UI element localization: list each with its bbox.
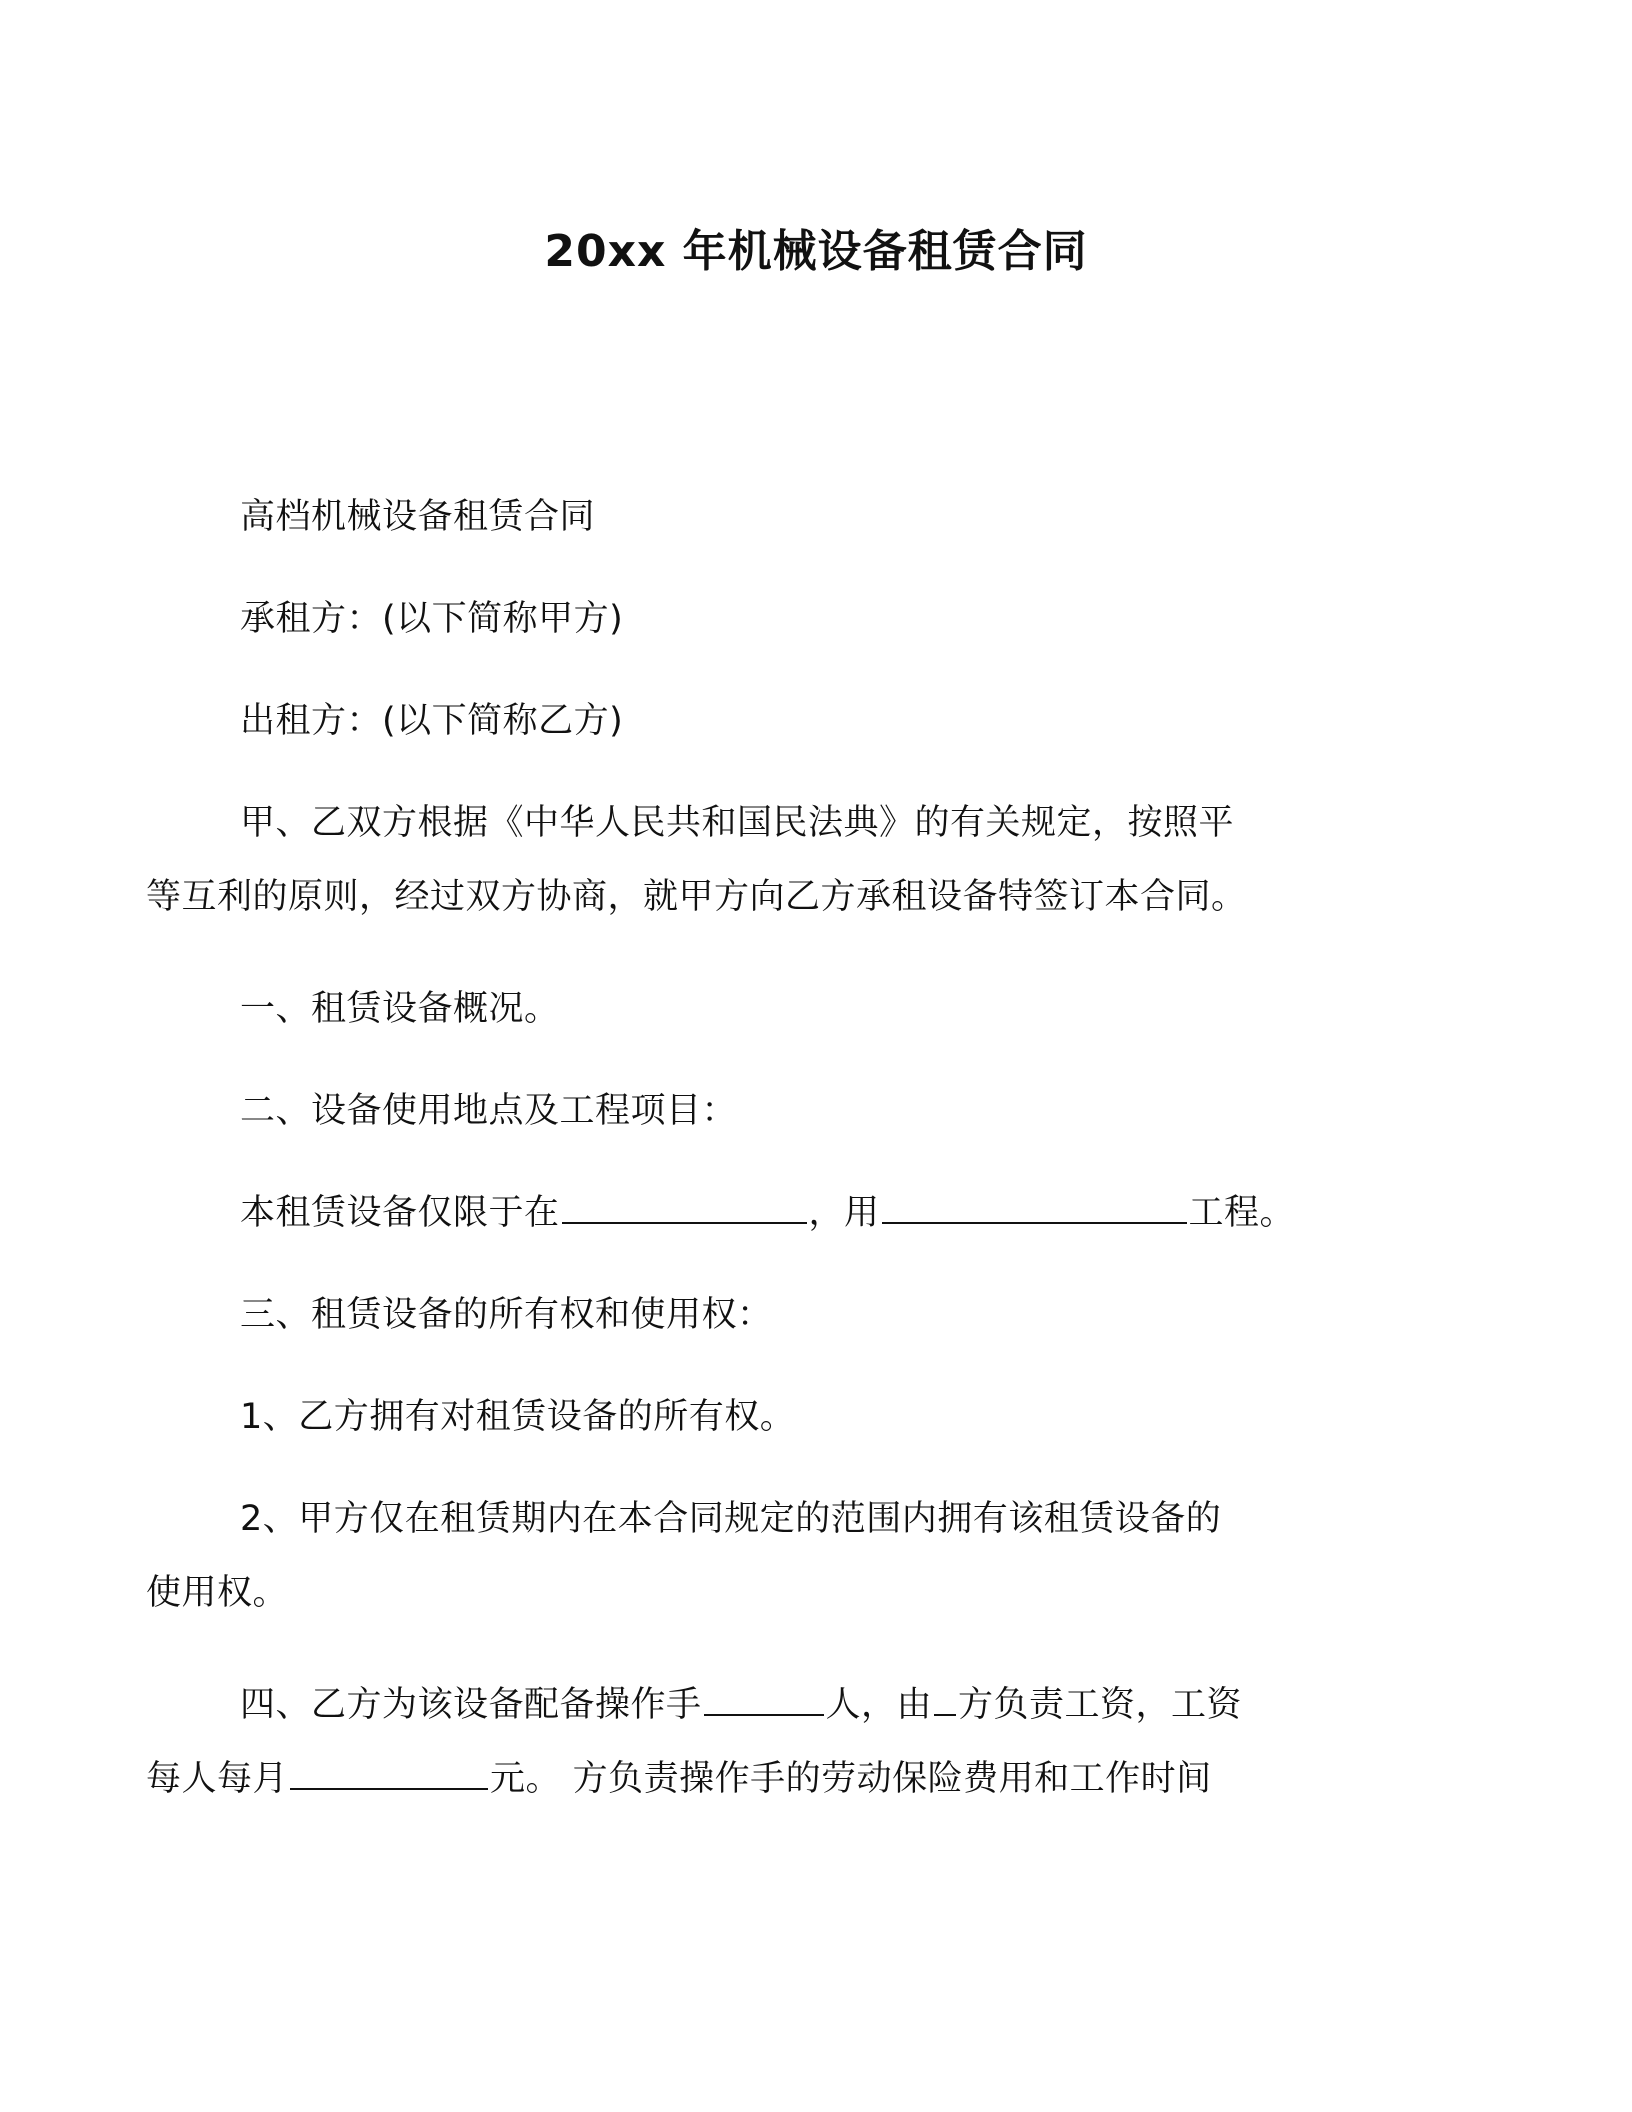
section-4-line-2-part-2: 元。 方负责操作手的劳动保险费用和工作时间: [490, 1759, 1212, 1799]
item-2-line-1: 2、甲方仅在租赁期内在本合同规定的范围内拥有该租赁设备的: [240, 1499, 1222, 1539]
item-2: [146, 1482, 1390, 1630]
section-1-text: 一、租赁设备概况。: [240, 989, 560, 1029]
location-part-2: ，用: [808, 1193, 880, 1233]
intro-paragraph: [146, 786, 1390, 934]
operator-count-blank[interactable]: [704, 1686, 824, 1716]
section-1-heading: [240, 972, 1390, 1046]
project-blank[interactable]: [882, 1194, 1187, 1224]
section-4-part-3: 方负责工资，工资: [958, 1685, 1243, 1725]
item-1-text: 1、乙方拥有对租赁设备的所有权。: [240, 1397, 796, 1437]
location-line: [240, 1176, 1390, 1250]
intro-line-1: 甲、乙双方根据《中华人民共和国民法典》的有关规定，按照平: [240, 803, 1235, 843]
section-2-heading: [240, 1074, 1390, 1148]
location-part-3: 工程。: [1188, 1193, 1296, 1233]
section-4: [146, 1668, 1390, 1816]
contract-subtitle: [240, 480, 1390, 554]
section-4-part-2: 人，由: [825, 1685, 933, 1725]
item-1: [240, 1380, 1390, 1454]
lessee-text: 承租方：(以下简称甲方): [240, 599, 624, 639]
item-2-line-2: 使用权。: [146, 1573, 289, 1613]
section-3-text: 三、租赁设备的所有权和使用权：: [240, 1295, 773, 1335]
section-4-line-2-part-1: 每人每月: [146, 1759, 289, 1799]
section-3-heading: [240, 1278, 1390, 1352]
section-4-line-2: [146, 1742, 1390, 1816]
party-blank[interactable]: [934, 1686, 956, 1716]
section-2-text: 二、设备使用地点及工程项目：: [240, 1091, 738, 1131]
intro-line-2: 等互利的原则，经过双方协商，就甲方向乙方承租设备特签订本合同。: [146, 877, 1247, 917]
document-title: 20xx 年机械设备租赁合同: [544, 226, 1088, 277]
lessor-text: 出租方：(以下简称乙方): [240, 701, 624, 741]
lessor-line: [240, 684, 1390, 758]
lessee-line: [240, 582, 1390, 656]
location-blank[interactable]: [562, 1194, 807, 1224]
monthly-wage-blank[interactable]: [290, 1760, 488, 1790]
location-part-1: 本租赁设备仅限于在: [240, 1193, 560, 1233]
section-4-part-1: 四、乙方为该设备配备操作手: [240, 1685, 702, 1725]
section-4-line-1: [240, 1668, 1390, 1742]
location-text: [240, 1176, 1390, 1250]
subtitle-text: 高档机械设备租赁合同: [240, 497, 596, 537]
